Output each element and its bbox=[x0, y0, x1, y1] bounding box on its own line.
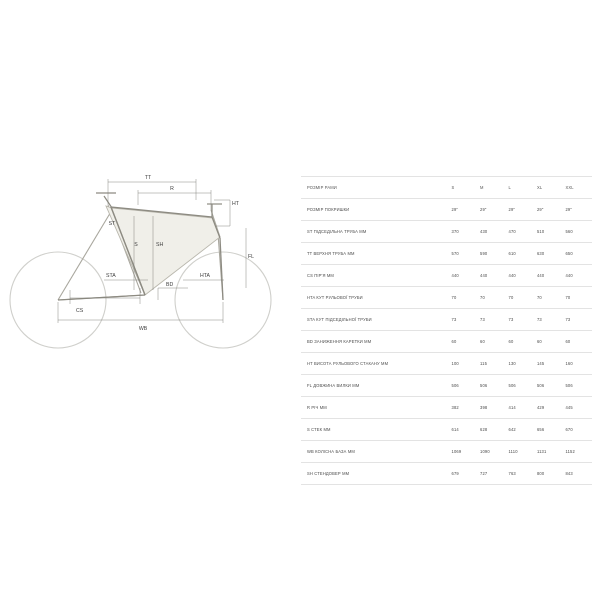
cell-l: 60 bbox=[508, 339, 514, 344]
table-row bbox=[301, 419, 592, 441]
cell-s: 440 bbox=[451, 273, 459, 278]
cell-xxl: 445 bbox=[565, 405, 573, 410]
cell-m: 115 bbox=[480, 361, 488, 366]
label-wb: WB bbox=[138, 326, 148, 332]
label-sta: STA bbox=[106, 273, 116, 279]
cell-xxl: 670 bbox=[565, 427, 573, 432]
cell-xl: 429 bbox=[537, 405, 545, 410]
cell-xl: 630 bbox=[537, 251, 545, 256]
label-r: R bbox=[170, 186, 174, 192]
cell-l: 414 bbox=[508, 405, 516, 410]
table-row bbox=[301, 463, 592, 485]
cell-xxl: 843 bbox=[565, 471, 573, 476]
cell-xxl: 160 bbox=[565, 361, 573, 366]
cell-s: 70 bbox=[451, 295, 457, 300]
cell-xxl: 29" bbox=[565, 207, 572, 212]
cell-m: 70 bbox=[480, 295, 485, 300]
header-size-xl: XL bbox=[537, 185, 543, 190]
cell-xl: 73 bbox=[537, 317, 542, 322]
cell-xxl: 440 bbox=[565, 273, 573, 278]
table-header-row bbox=[301, 177, 592, 199]
cell-s: 679 bbox=[451, 471, 459, 476]
cell-l: 610 bbox=[508, 251, 516, 256]
row-label: SH СТЕНДОВЕР ММ bbox=[307, 471, 350, 476]
row-label: РОЗМІР ПОКРИШКИ bbox=[307, 207, 350, 212]
cell-xxl: 60 bbox=[565, 339, 571, 344]
cell-l: 506 bbox=[508, 383, 516, 388]
table-row bbox=[301, 199, 592, 221]
cell-m: 727 bbox=[480, 471, 488, 476]
label-tt: TT bbox=[144, 175, 152, 181]
cell-l: 70 bbox=[508, 295, 514, 300]
row-label: WB КОЛІСНА БАЗА ММ bbox=[307, 449, 355, 454]
label-cs: CS bbox=[76, 308, 84, 314]
table-row bbox=[301, 221, 592, 243]
cell-s: 570 bbox=[451, 251, 459, 256]
cell-m: 440 bbox=[480, 273, 488, 278]
table-row bbox=[301, 265, 592, 287]
cell-l: 763 bbox=[508, 471, 516, 476]
header-size-l: L bbox=[508, 185, 511, 190]
cell-m: 628 bbox=[480, 427, 488, 432]
label-hta: HTA bbox=[200, 273, 210, 279]
cell-xl: 510 bbox=[537, 229, 545, 234]
cell-l: 130 bbox=[508, 361, 516, 366]
cell-l: 440 bbox=[508, 273, 516, 278]
header-size-s: S bbox=[451, 185, 455, 190]
cell-xxl: 1152 bbox=[565, 449, 575, 454]
handlebar bbox=[207, 204, 222, 217]
cell-xl: 800 bbox=[537, 471, 545, 476]
header-size-m: M bbox=[480, 185, 484, 190]
cell-l: 470 bbox=[508, 229, 516, 234]
row-label: ST ПІДСЕДІЛЬНА ТРУБА ММ bbox=[307, 229, 367, 234]
table-row bbox=[301, 287, 592, 309]
cell-xxl: 73 bbox=[565, 317, 571, 322]
row-label: FL ДОВЖИНА ВИЛКИ ММ bbox=[307, 383, 360, 388]
cell-xxl: 70 bbox=[565, 295, 571, 300]
row-label: BD ЗАНИЖЕННЯ КАРЕТКИ ММ bbox=[307, 339, 372, 344]
cell-xl: 506 bbox=[537, 383, 545, 388]
table-body bbox=[301, 199, 592, 485]
cell-xl: 29" bbox=[537, 207, 544, 212]
cell-xl: 1131 bbox=[537, 449, 547, 454]
header-frame-size: РОЗМІР РАМИ bbox=[307, 185, 337, 190]
cell-m: 60 bbox=[480, 339, 485, 344]
cell-l: 29" bbox=[508, 207, 516, 212]
cell-l: 642 bbox=[508, 427, 516, 432]
row-label: CS ПІР'Я ММ bbox=[307, 273, 334, 278]
row-label: STA КУТ ПІДСЕДІЛЬНОЇ ТРУБИ bbox=[307, 317, 372, 322]
row-label: S СТЕК ММ bbox=[307, 427, 331, 432]
cell-m: 398 bbox=[480, 405, 488, 410]
label-sh: SH bbox=[156, 242, 164, 248]
cell-m: 73 bbox=[480, 317, 485, 322]
label-bd: BD bbox=[166, 282, 174, 288]
label-st: ST bbox=[108, 221, 116, 227]
table-row bbox=[301, 309, 592, 331]
cell-s: 370 bbox=[451, 229, 459, 234]
cell-m: 506 bbox=[480, 383, 488, 388]
table-row bbox=[301, 331, 592, 353]
row-label: HT ВИСОТА РУЛЬОВОГО СТАКАНУ ММ bbox=[307, 361, 389, 366]
cell-s: 60 bbox=[451, 339, 457, 344]
cell-s: 100 bbox=[451, 361, 459, 366]
label-fl: FL bbox=[248, 254, 255, 260]
geometry-table bbox=[301, 176, 592, 485]
table-row bbox=[301, 243, 592, 265]
row-label: R РІЧ ММ bbox=[307, 405, 327, 410]
cell-xxl: 560 bbox=[565, 229, 573, 234]
cell-s: 614 bbox=[451, 427, 459, 432]
cell-s: 382 bbox=[451, 405, 459, 410]
cell-xl: 656 bbox=[537, 427, 545, 432]
cell-l: 73 bbox=[508, 317, 514, 322]
cell-xxl: 506 bbox=[565, 383, 573, 388]
cell-s: 506 bbox=[451, 383, 459, 388]
cell-m: 1090 bbox=[480, 449, 490, 454]
cell-s: 1069 bbox=[451, 449, 462, 454]
table-row bbox=[301, 353, 592, 375]
cell-xl: 145 bbox=[537, 361, 545, 366]
table-row bbox=[301, 397, 592, 419]
table-row bbox=[301, 375, 592, 397]
label-s: S bbox=[134, 242, 138, 248]
cell-s: 29" bbox=[451, 207, 459, 212]
cell-xl: 440 bbox=[537, 273, 545, 278]
cell-s: 73 bbox=[451, 317, 457, 322]
cell-m: 430 bbox=[480, 229, 488, 234]
table-row bbox=[301, 441, 592, 463]
cell-xl: 60 bbox=[537, 339, 542, 344]
cell-m: 590 bbox=[480, 251, 488, 256]
cell-xxl: 650 bbox=[565, 251, 573, 256]
table-head bbox=[301, 177, 592, 199]
row-label: TT ВЕРХНЯ ТРУБА ММ bbox=[307, 251, 355, 256]
row-label: HTA КУТ РУЛЬОВОЇ ТРУБИ bbox=[307, 295, 363, 300]
cell-l: 1110 bbox=[508, 449, 518, 454]
cell-m: 29" bbox=[480, 207, 487, 212]
frame-fill bbox=[106, 206, 220, 295]
label-ht: HT bbox=[232, 201, 239, 207]
bike-geometry-diagram bbox=[8, 160, 298, 360]
cell-xl: 70 bbox=[537, 295, 542, 300]
header-size-xxl: XXL bbox=[565, 185, 574, 190]
